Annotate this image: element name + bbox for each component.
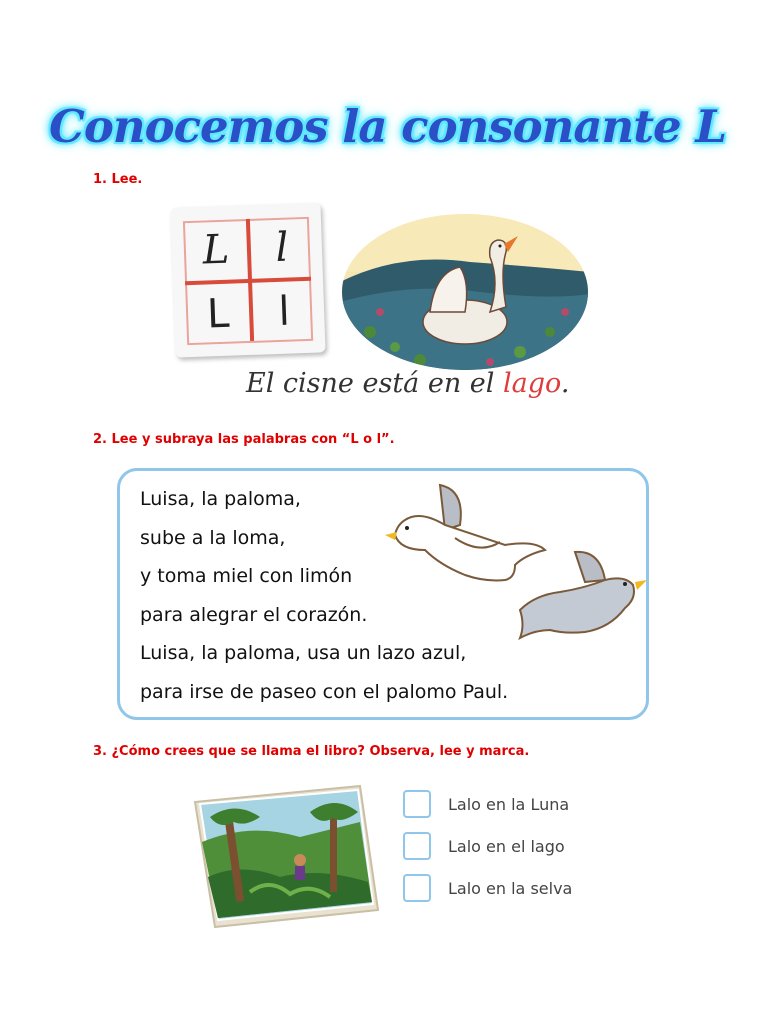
- letter-card: [170, 202, 325, 357]
- caption-highlight-word: lago: [503, 368, 561, 399]
- swan-lake-illustration: [340, 212, 590, 372]
- question-3-heading: 3. ¿Cómo crees que se llama el libro? Observa, lee y marca.: [93, 744, 530, 759]
- option-label: Lalo en la Luna: [448, 794, 570, 814]
- checkbox-lalo-luna[interactable]: [403, 790, 431, 818]
- checkbox-lalo-selva[interactable]: [403, 874, 431, 902]
- swan-caption: [246, 368, 606, 399]
- cursive-lower-l: l: [274, 224, 290, 271]
- poem-line: y toma miel con limón: [140, 565, 353, 587]
- page-title: Conocemos la consonante L: [49, 99, 726, 153]
- grey-dove-icon: [520, 552, 647, 638]
- poem-line: Luisa, la paloma,: [140, 488, 301, 510]
- caption-text: El cisne está en el: [246, 368, 504, 399]
- poem-line: sube a la loma,: [140, 526, 286, 549]
- poem-line: para alegrar el corazón.: [140, 603, 368, 626]
- option-lalo-lago: [403, 832, 565, 860]
- question-2-heading: 2. Lee y subraya las palabras con “L o l”.: [93, 432, 395, 447]
- poem-line: Luisa, la paloma, usa un lazo azul,: [140, 642, 467, 664]
- option-label: Lalo en el lago: [448, 836, 565, 856]
- jungle-book-illustration: [190, 782, 380, 928]
- poem-line: para irse de paseo con el palomo Paul.: [140, 680, 509, 703]
- print-lower-l: l: [277, 288, 291, 335]
- cursive-upper-l: L: [201, 226, 230, 274]
- option-label: Lalo en la selva: [448, 878, 573, 898]
- question-1-heading: 1. Lee.: [93, 172, 143, 187]
- option-lalo-selva: [403, 874, 572, 902]
- option-lalo-luna: [403, 790, 569, 818]
- print-upper-l: L: [206, 290, 231, 337]
- caption-period: .: [560, 368, 570, 399]
- doves-illustration: [385, 480, 655, 650]
- checkbox-lalo-lago[interactable]: [403, 832, 431, 860]
- white-dove-icon: [385, 485, 545, 580]
